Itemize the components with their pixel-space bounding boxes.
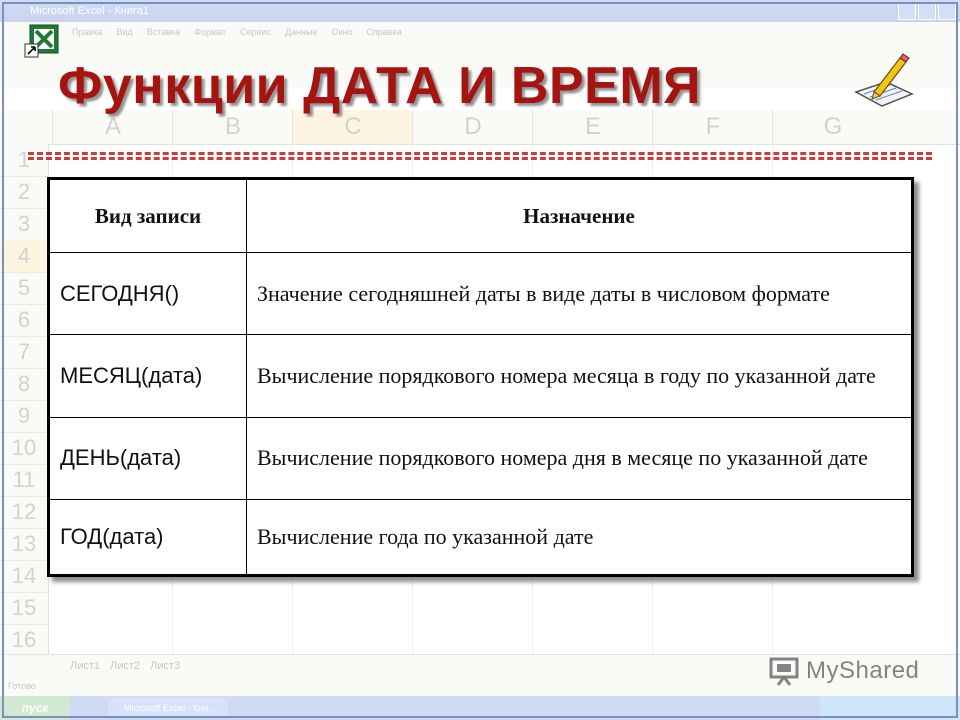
watermark-text: MyShared [806,657,920,684]
slide-title: Функции ДАТА И ВРЕМЯ [58,57,702,115]
row-header[interactable]: 14 [0,560,48,593]
row-header[interactable]: 4 [0,240,48,273]
header-notation: Вид записи [49,179,247,253]
function-cell: ДЕНЬ(дата) [49,417,247,499]
start-button[interactable]: пуск [0,696,70,720]
row-header[interactable]: 9 [0,400,48,433]
row-header[interactable]: 7 [0,336,48,369]
column-header-d[interactable]: D [412,110,533,144]
row-header[interactable]: 5 [0,272,48,305]
pencil-paper-icon [852,52,916,110]
function-cell: МЕСЯЦ(дата) [49,335,247,417]
description-cell: Вычисление порядкового номера месяца в году по указанной дате [247,335,913,417]
menu-view[interactable]: Вид [116,27,133,37]
description-cell: Вычисление порядкового номера дня в месяце по указанной дате [247,417,913,499]
row-header[interactable]: 2 [0,176,48,209]
sheet-tab-2[interactable]: Лист2 [110,660,141,672]
status-bar: Готово [0,676,960,696]
column-header-a[interactable]: A [52,110,173,144]
menu-help[interactable]: Справка [366,27,402,37]
table-header-row [49,179,913,253]
description-cell: Вычисление года по указанной дате [247,499,913,575]
header-purpose: Назначение [247,179,913,253]
row-header[interactable]: 11 [0,464,48,497]
table-row [49,253,913,335]
row-header[interactable]: 1 [0,144,48,177]
menu-format[interactable]: Формат [194,27,227,37]
table-row [49,499,913,575]
sheet-tab-3[interactable]: Лист3 [150,660,181,672]
table-row [49,335,913,417]
dashed-divider [28,152,932,160]
row-header[interactable]: 3 [0,208,48,241]
row-header[interactable]: 12 [0,496,48,529]
row-header[interactable]: 8 [0,368,48,401]
functions-table [47,177,914,577]
menu-window[interactable]: Окно [331,27,353,37]
excel-logo-icon[interactable] [24,24,60,58]
sheet-tab-1[interactable]: Лист1 [70,660,101,672]
table-row [49,417,913,499]
menu-insert[interactable]: Вставка [146,27,181,37]
row-header[interactable]: 6 [0,304,48,337]
column-header-c[interactable]: C [292,110,413,144]
row-header[interactable]: 15 [0,592,48,625]
menu-edit[interactable]: Правка [72,27,103,37]
row-header[interactable]: 10 [0,432,48,465]
taskbar-excel-button[interactable]: Microsoft Excel - Кни... [108,698,228,718]
watermark [768,656,919,686]
function-cell: СЕГОДНЯ() [49,253,247,335]
row-header[interactable]: 13 [0,528,48,561]
excel-window-title: Microsoft Excel - Книга1 [30,5,149,17]
function-cell: ГОД(дата) [49,499,247,575]
column-header-e[interactable]: E [532,110,653,144]
menu-data[interactable]: Данные [284,27,318,37]
column-header-b[interactable]: B [172,110,293,144]
row-header[interactable]: 16 [0,624,48,657]
menu-tools[interactable]: Сервис [240,27,271,37]
column-header-f[interactable]: F [652,110,773,144]
description-cell: Значение сегодняшней даты в виде даты в числовом формате [247,253,913,335]
presentation-board-icon [768,656,802,686]
column-header-g[interactable]: G [772,110,893,144]
